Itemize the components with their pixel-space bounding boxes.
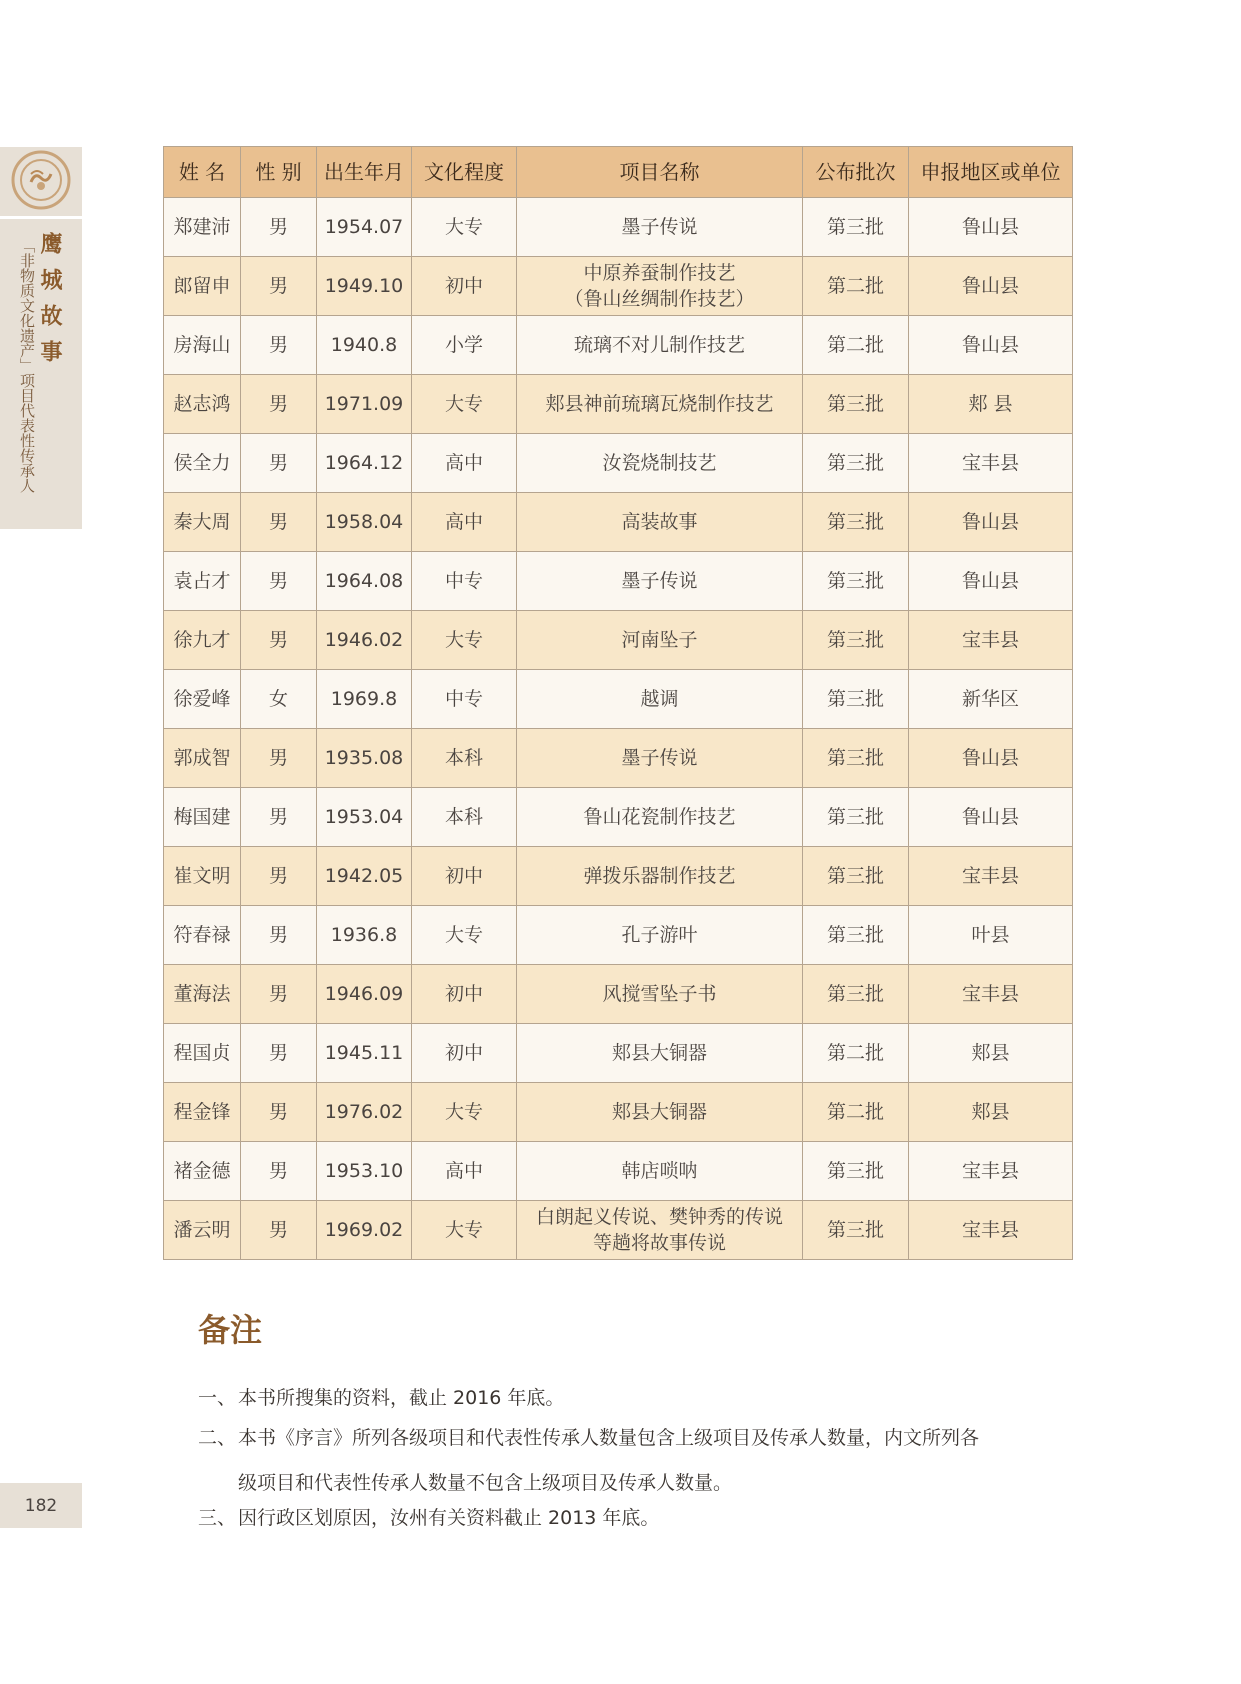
cell-region: 新华区	[909, 670, 1073, 729]
cell-education: 大专	[412, 375, 517, 434]
cell-birth: 1946.09	[317, 965, 412, 1024]
table-row	[164, 670, 1073, 729]
cell-name: 郭成智	[164, 729, 241, 788]
cell-gender: 男	[241, 198, 317, 257]
cell-birth: 1953.04	[317, 788, 412, 847]
cell-education: 本科	[412, 788, 517, 847]
cell-name: 秦大周	[164, 493, 241, 552]
cell-region: 郏 县	[909, 375, 1073, 434]
table-row	[164, 611, 1073, 670]
project-line: 中原养蚕制作技艺	[583, 262, 736, 284]
project-line: 汝瓷烧制技艺	[602, 452, 717, 474]
cell-region: 鲁山县	[909, 788, 1073, 847]
note-label: 二、	[198, 1427, 237, 1449]
note-text: 本书《序言》所列各级项目和代表性传承人数量包含上级项目及传承人数量，内文所列各	[238, 1427, 980, 1449]
cell-project	[517, 316, 803, 375]
cell-region: 郏县	[909, 1083, 1073, 1142]
cell-education: 初中	[412, 847, 517, 906]
project-line: 河南坠子	[621, 629, 698, 651]
cell-batch: 第三批	[803, 788, 909, 847]
cell-birth: 1958.04	[317, 493, 412, 552]
cell-gender: 男	[241, 1024, 317, 1083]
cell-name: 程金锋	[164, 1083, 241, 1142]
cell-gender: 男	[241, 257, 317, 316]
note-label: 一、	[198, 1387, 237, 1409]
cell-name: 赵志鸿	[164, 375, 241, 434]
cell-region: 宝丰县	[909, 611, 1073, 670]
cell-education: 大专	[412, 1083, 517, 1142]
cell-gender: 女	[241, 670, 317, 729]
cell-project	[517, 906, 803, 965]
cell-gender: 男	[241, 1201, 317, 1260]
cell-name: 董海法	[164, 965, 241, 1024]
cell-birth: 1969.02	[317, 1201, 412, 1260]
cell-gender: 男	[241, 434, 317, 493]
project-line: 郏县大铜器	[611, 1101, 707, 1123]
cell-name: 褚金德	[164, 1142, 241, 1201]
cell-birth: 1949.10	[317, 257, 412, 316]
cell-project	[517, 611, 803, 670]
cell-birth: 1976.02	[317, 1083, 412, 1142]
table-header-row	[164, 147, 1073, 198]
column-header: 公布批次	[803, 147, 909, 198]
cell-project	[517, 847, 803, 906]
cell-project	[517, 788, 803, 847]
cell-project	[517, 375, 803, 434]
table-body	[164, 198, 1073, 1260]
cell-education: 小学	[412, 316, 517, 375]
cell-name: 程国贞	[164, 1024, 241, 1083]
cell-birth: 1946.02	[317, 611, 412, 670]
project-line: 郏县大铜器	[611, 1042, 707, 1064]
cell-gender: 男	[241, 611, 317, 670]
cell-region: 鲁山县	[909, 198, 1073, 257]
note-text: 本书所搜集的资料，截止 2016 年底。	[238, 1387, 565, 1409]
side-divider	[0, 216, 82, 219]
cell-education: 初中	[412, 965, 517, 1024]
cell-name: 符春禄	[164, 906, 241, 965]
cell-education: 大专	[412, 906, 517, 965]
cell-name: 郎留申	[164, 257, 241, 316]
cell-education: 初中	[412, 257, 517, 316]
note-item	[198, 1425, 979, 1451]
cell-project	[517, 552, 803, 611]
cell-batch: 第三批	[803, 729, 909, 788]
cell-gender: 男	[241, 552, 317, 611]
cell-gender: 男	[241, 729, 317, 788]
cell-education: 大专	[412, 1201, 517, 1260]
cell-birth: 1964.12	[317, 434, 412, 493]
cell-birth: 1936.8	[317, 906, 412, 965]
table-row	[164, 906, 1073, 965]
table-row	[164, 552, 1073, 611]
cell-gender: 男	[241, 375, 317, 434]
cell-batch: 第二批	[803, 257, 909, 316]
cell-project	[517, 729, 803, 788]
table-row	[164, 788, 1073, 847]
cell-education: 中专	[412, 552, 517, 611]
cell-batch: 第二批	[803, 1083, 909, 1142]
column-header: 项目名称	[517, 147, 803, 198]
cell-birth: 1935.08	[317, 729, 412, 788]
project-line: 风搅雪坠子书	[602, 983, 717, 1005]
cell-name: 徐九才	[164, 611, 241, 670]
table-row	[164, 257, 1073, 316]
cell-region: 鲁山县	[909, 257, 1073, 316]
column-header: 出生年月	[317, 147, 412, 198]
cell-birth: 1964.08	[317, 552, 412, 611]
note-item	[198, 1385, 564, 1411]
cell-birth: 1945.11	[317, 1024, 412, 1083]
cell-project	[517, 434, 803, 493]
table-row	[164, 198, 1073, 257]
cell-gender: 男	[241, 847, 317, 906]
cell-project	[517, 1024, 803, 1083]
cell-education: 大专	[412, 198, 517, 257]
project-line: 越调	[640, 688, 679, 710]
column-header: 申报地区或单位	[909, 147, 1073, 198]
note-text-continued: 级项目和代表性传承人数量不包含上级项目及传承人数量。	[238, 1472, 733, 1494]
cell-batch: 第三批	[803, 1142, 909, 1201]
note-text: 因行政区划原因，汝州有关资料截止 2013 年底。	[238, 1507, 660, 1529]
cell-gender: 男	[241, 906, 317, 965]
project-line: 琉璃不对儿制作技艺	[573, 334, 745, 356]
table-row	[164, 965, 1073, 1024]
cell-batch: 第二批	[803, 1024, 909, 1083]
table-row	[164, 1024, 1073, 1083]
table-row	[164, 1142, 1073, 1201]
cell-region: 鲁山县	[909, 493, 1073, 552]
cell-project	[517, 965, 803, 1024]
cell-education: 本科	[412, 729, 517, 788]
cell-education: 大专	[412, 611, 517, 670]
table-row	[164, 1083, 1073, 1142]
cell-batch: 第三批	[803, 1201, 909, 1260]
cell-region: 鲁山县	[909, 316, 1073, 375]
cell-batch: 第三批	[803, 493, 909, 552]
project-line: 弹拨乐器制作技艺	[583, 865, 736, 887]
project-line: 墨子传说	[621, 747, 698, 769]
series-subtitle: 「非物质文化遗产」项目代表性传承人	[18, 238, 36, 493]
cell-project	[517, 1142, 803, 1201]
cell-birth: 1954.07	[317, 198, 412, 257]
cell-project	[517, 198, 803, 257]
cell-education: 初中	[412, 1024, 517, 1083]
project-line: 墨子传说	[621, 216, 698, 238]
cell-name: 房海山	[164, 316, 241, 375]
cell-batch: 第三批	[803, 198, 909, 257]
project-line: 韩店唢呐	[621, 1160, 698, 1182]
project-line: 高装故事	[621, 511, 698, 533]
project-line: （鲁山丝绸制作技艺）	[564, 288, 755, 310]
cell-batch: 第三批	[803, 375, 909, 434]
project-line: 墨子传说	[621, 570, 698, 592]
table-row	[164, 1201, 1073, 1260]
notes-title: 备注	[198, 1311, 263, 1349]
table-row	[164, 375, 1073, 434]
cell-project	[517, 1201, 803, 1260]
cell-project	[517, 257, 803, 316]
cell-gender: 男	[241, 1142, 317, 1201]
cell-name: 袁占才	[164, 552, 241, 611]
cell-project	[517, 670, 803, 729]
column-header: 性 别	[241, 147, 317, 198]
cell-name: 侯全力	[164, 434, 241, 493]
cell-gender: 男	[241, 788, 317, 847]
note-label: 三、	[198, 1507, 237, 1529]
cell-name: 崔文明	[164, 847, 241, 906]
cell-gender: 男	[241, 316, 317, 375]
cell-batch: 第三批	[803, 434, 909, 493]
cell-birth: 1942.05	[317, 847, 412, 906]
cell-batch: 第三批	[803, 670, 909, 729]
cell-batch: 第三批	[803, 847, 909, 906]
cell-education: 高中	[412, 1142, 517, 1201]
page-number: 182	[0, 1483, 82, 1528]
column-header: 文化程度	[412, 147, 517, 198]
cell-gender: 男	[241, 965, 317, 1024]
cell-project	[517, 493, 803, 552]
cell-project	[517, 1083, 803, 1142]
cell-region: 郏县	[909, 1024, 1073, 1083]
cell-name: 梅国建	[164, 788, 241, 847]
series-title: 鹰城故事	[37, 232, 63, 376]
cell-gender: 男	[241, 493, 317, 552]
cell-gender: 男	[241, 1083, 317, 1142]
cell-name: 郑建沛	[164, 198, 241, 257]
project-line: 鲁山花瓷制作技艺	[583, 806, 736, 828]
cell-birth: 1969.8	[317, 670, 412, 729]
cell-name: 潘云明	[164, 1201, 241, 1260]
cell-birth: 1953.10	[317, 1142, 412, 1201]
project-line: 郏县神前琉璃瓦烧制作技艺	[545, 393, 774, 415]
cell-education: 中专	[412, 670, 517, 729]
cell-region: 宝丰县	[909, 1142, 1073, 1201]
table-row	[164, 847, 1073, 906]
cell-batch: 第三批	[803, 611, 909, 670]
cell-region: 叶县	[909, 906, 1073, 965]
cell-birth: 1971.09	[317, 375, 412, 434]
cloud-ornament-icon	[0, 147, 82, 213]
cell-batch: 第三批	[803, 552, 909, 611]
inheritors-table	[163, 146, 1073, 1260]
cell-name: 徐爱峰	[164, 670, 241, 729]
table-row	[164, 493, 1073, 552]
cell-batch: 第二批	[803, 316, 909, 375]
project-line: 白朗起义传说、樊钟秀的传说	[535, 1206, 783, 1228]
note-item	[198, 1505, 659, 1531]
table-row	[164, 729, 1073, 788]
cell-batch: 第三批	[803, 906, 909, 965]
project-line: 等趟将故事传说	[592, 1232, 726, 1254]
cell-region: 宝丰县	[909, 965, 1073, 1024]
cell-region: 鲁山县	[909, 729, 1073, 788]
cell-region: 宝丰县	[909, 847, 1073, 906]
cell-region: 鲁山县	[909, 552, 1073, 611]
table-row	[164, 316, 1073, 375]
table-row	[164, 434, 1073, 493]
column-header: 姓 名	[164, 147, 241, 198]
cell-region: 宝丰县	[909, 434, 1073, 493]
cell-region: 宝丰县	[909, 1201, 1073, 1260]
cell-batch: 第三批	[803, 965, 909, 1024]
cell-birth: 1940.8	[317, 316, 412, 375]
cell-education: 高中	[412, 434, 517, 493]
project-line: 孔子游叶	[621, 924, 698, 946]
cell-education: 高中	[412, 493, 517, 552]
